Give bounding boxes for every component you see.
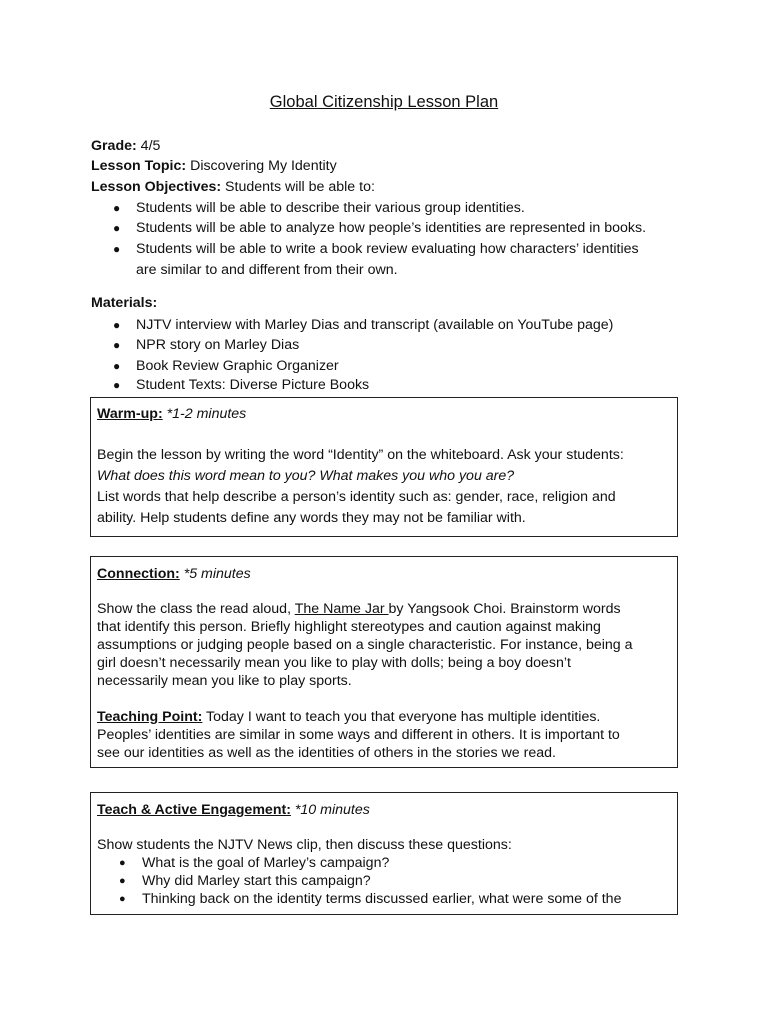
connection-text: that identify this person. Briefly highlight stereotypes and caution against making	[97, 619, 601, 635]
bullet-icon: ●	[113, 201, 121, 215]
topic-label: Lesson Topic:	[91, 158, 187, 174]
question-item: Why did Marley start this campaign?	[142, 873, 371, 889]
objective-item: Students will be able to analyze how people’s identities are represented in books.	[136, 220, 647, 236]
bullet-icon: ●	[113, 318, 121, 332]
warmup-text: ability. Help students define any words they may not be familiar with.	[97, 510, 526, 526]
connection-line	[97, 600, 621, 618]
connection-heading: Connection:	[97, 566, 180, 582]
warmup-question: What does this word mean to you? What makes you who you are?	[97, 468, 515, 484]
warmup-heading-line	[97, 405, 246, 423]
grade-label: Grade:	[91, 138, 137, 154]
material-item: Book Review Graphic Organizer	[136, 358, 339, 374]
topic-value: Discovering My Identity	[186, 158, 337, 174]
question-item: What is the goal of Marley’s campaign?	[142, 855, 390, 871]
connection-text: Show the class the read aloud,	[97, 601, 295, 617]
grade-line	[91, 136, 160, 156]
teach-time: *10 minutes	[290, 802, 370, 818]
connection-text: by Yangsook Choi. Brainstorm words	[388, 601, 621, 617]
objectives-label: Lesson Objectives:	[91, 179, 222, 195]
topic-line	[91, 156, 337, 176]
teaching-point-text: Today I want to teach you that everyone has multiple identities.	[202, 709, 601, 725]
bullet-icon: ●	[119, 857, 126, 869]
objectives-value: Students will be able to:	[221, 179, 375, 195]
warmup-text: List words that help describe a person’s identity such as: gender, race, religion and	[97, 489, 616, 505]
warmup-time: *1-2 minutes	[162, 406, 247, 422]
bullet-icon: ●	[119, 875, 126, 887]
warmup-text: Begin the lesson by writing the word “Identity” on the whiteboard. Ask your students:	[97, 447, 624, 463]
objectives-line	[91, 177, 375, 197]
connection-time: *5 minutes	[179, 566, 251, 582]
teach-intro: Show students the NJTV News clip, then discuss these questions:	[97, 837, 512, 853]
bullet-icon: ●	[113, 338, 121, 352]
materials-label: Materials:	[91, 295, 158, 311]
objective-item: Students will be able to write a book review evaluating how characters’ identities	[136, 241, 639, 257]
bullet-icon: ●	[113, 378, 121, 392]
warmup-heading: Warm-up:	[97, 406, 163, 422]
teach-heading: Teach & Active Engagement:	[97, 802, 291, 818]
material-item: Student Texts: Diverse Picture Books	[136, 377, 370, 393]
material-item: NPR story on Marley Dias	[136, 337, 300, 353]
question-item: Thinking back on the identity terms discussed earlier, what were some of the	[142, 891, 622, 907]
teaching-point-line	[97, 708, 600, 726]
bullet-icon: ●	[113, 242, 121, 256]
teaching-point-label: Teaching Point:	[97, 709, 203, 725]
material-item: NJTV interview with Marley Dias and transcript (available on YouTube page)	[136, 317, 614, 333]
connection-text: girl doesn’t necessarily mean you like to play with dolls; being a boy doesn’t	[97, 655, 571, 671]
grade-value: 4/5	[136, 138, 161, 154]
teaching-point-text: Peoples’ identities are similar in some ways and different in others. It is important to	[97, 727, 620, 743]
teach-heading-line	[97, 801, 370, 819]
bullet-icon: ●	[119, 893, 126, 905]
bullet-icon: ●	[113, 221, 121, 235]
connection-heading-line	[97, 565, 251, 583]
objective-item-continued: are similar to and different from their own.	[136, 262, 398, 278]
connection-text: necessarily mean you like to play sports.	[97, 673, 352, 689]
page-title: Global Citizenship Lesson Plan	[269, 93, 499, 111]
objective-item: Students will be able to describe their various group identities.	[136, 200, 525, 216]
teaching-point-text: see our identities as well as the identities of others in the stories we read.	[97, 745, 556, 761]
connection-text: assumptions or judging people based on a single characteristic. For instance, being a	[97, 637, 633, 653]
bullet-icon: ●	[113, 359, 121, 373]
book-title: The Name Jar	[294, 601, 389, 617]
